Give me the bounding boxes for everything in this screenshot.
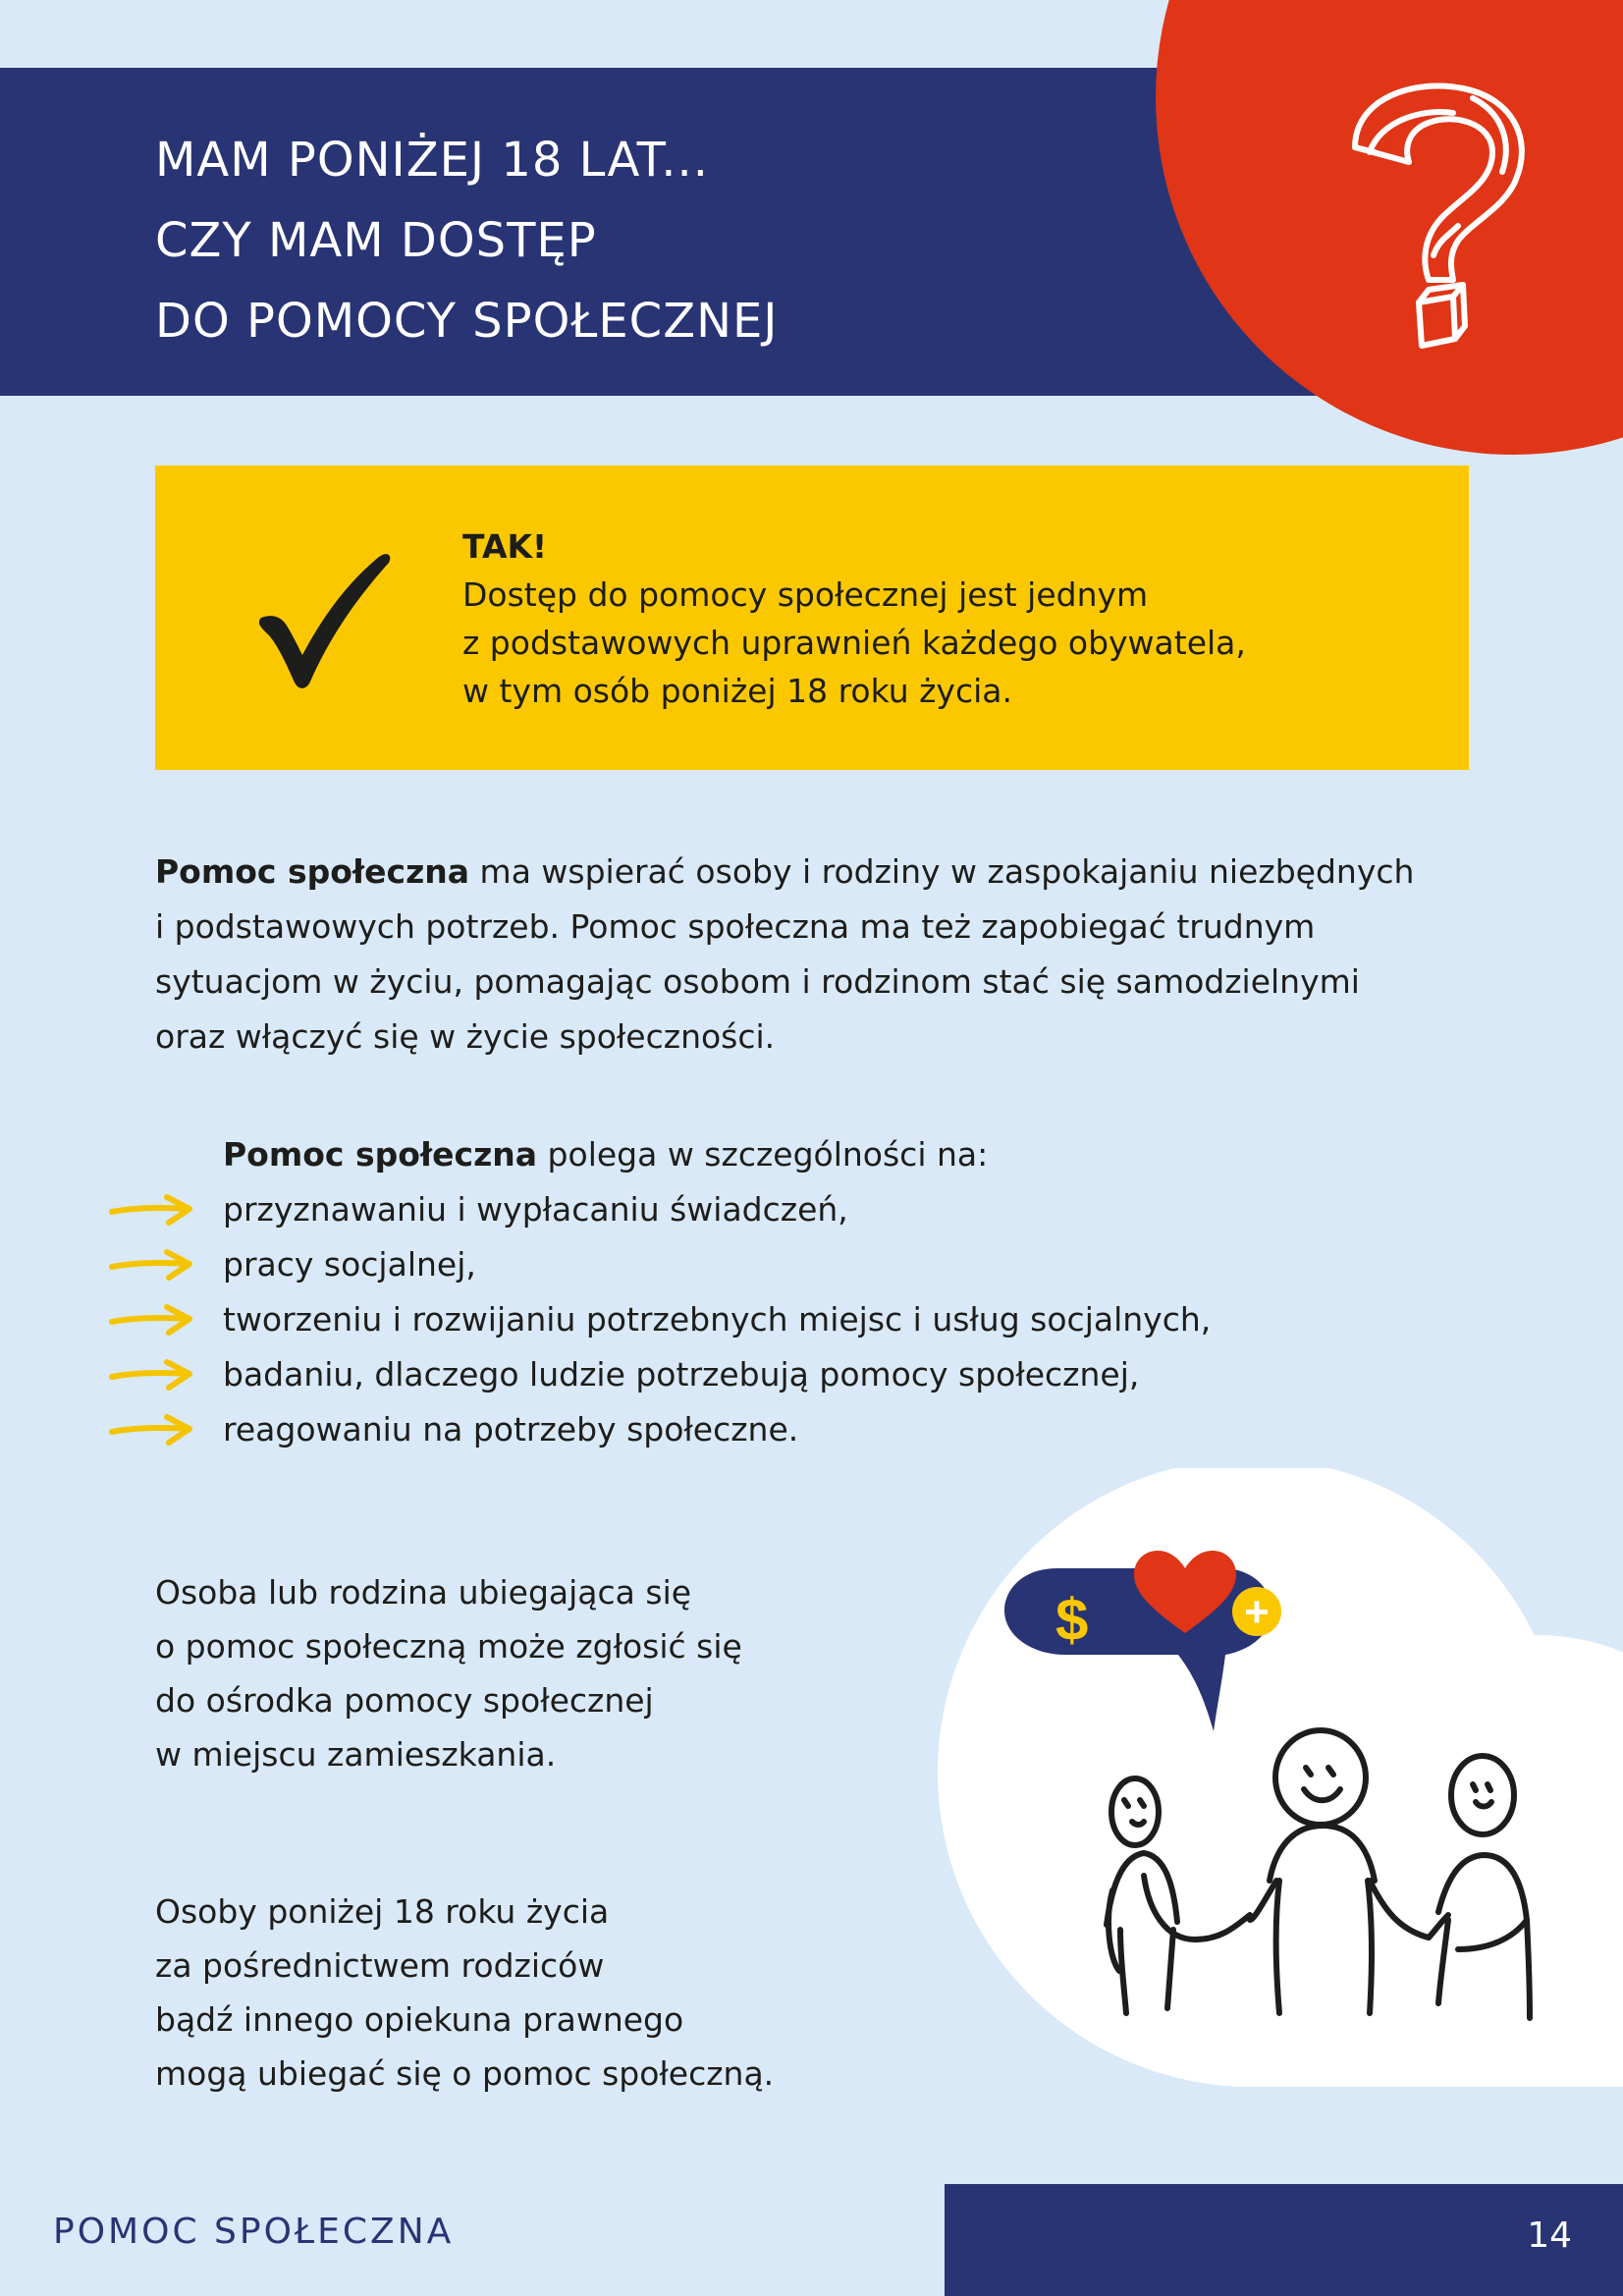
footer-band — [945, 2184, 1623, 2296]
intro-bold: Pomoc społeczna — [155, 852, 470, 891]
list-item-text: przyznawaniu i wypłacaniu świadczeń, — [223, 1190, 848, 1229]
intro-line: ma wspierać osoby i rodziny w zaspokajaniu niezbędnych — [469, 852, 1415, 891]
page-title — [155, 120, 778, 361]
checkmark-icon — [253, 549, 401, 696]
page-number: 14 — [1527, 2215, 1572, 2256]
paragraph-line: bądź innego opiekuna prawnego — [155, 2000, 684, 2039]
minors-paragraph — [155, 1885, 774, 2101]
paragraph-line: za pośrednictwem rodziców — [155, 1946, 605, 1985]
list-item-text: pracy socjalnej, — [223, 1245, 476, 1284]
yes-text — [462, 522, 1246, 715]
yes-line: w tym osób poniżej 18 roku życia. — [462, 672, 1012, 710]
yes-callout — [155, 465, 1469, 770]
illustration — [938, 1468, 1623, 2087]
arrow-right-icon — [108, 1194, 194, 1226]
paragraph-line: o pomoc społeczną może zgłosić się — [155, 1627, 742, 1666]
plus-icon — [1232, 1587, 1281, 1636]
list-item-text: tworzeniu i rozwijaniu potrzebnych miejsc i usług socjalnych, — [223, 1300, 1212, 1339]
intro-paragraph — [155, 845, 1432, 1065]
intro-line: sytuacjom w życiu, pomagając osobom i rodzinom stać się samodzielnymi — [155, 962, 1360, 1001]
list-item-text: badaniu, dlaczego ludzie potrzebują pomocy społecznej, — [223, 1355, 1140, 1394]
paragraph-line: w miejscu zamieszkania. — [155, 1735, 557, 1774]
title-line: MAM PONIŻEJ 18 LAT... — [155, 133, 710, 188]
intro-line: oraz włączyć się w życie społeczności. — [155, 1017, 776, 1056]
yes-line: z podstawowych uprawnień każdego obywatela, — [462, 624, 1246, 662]
dollar-icon: $ — [1055, 1587, 1089, 1653]
plus-symbol: + — [1244, 1588, 1270, 1636]
footer-label: POMOC SPOŁECZNA — [53, 2212, 455, 2252]
arrow-right-icon — [108, 1304, 194, 1336]
office-paragraph — [155, 1565, 742, 1781]
list-item-text: reagowaniu na potrzeby społeczne. — [223, 1410, 799, 1449]
paragraph-line: Osoby poniżej 18 roku życia — [155, 1892, 610, 1931]
arrow-right-icon — [108, 1359, 194, 1391]
yes-heading: TAK! — [462, 527, 548, 566]
title-line: DO POMOCY SPOŁECZNEJ — [155, 294, 779, 349]
paragraph-line: Osoba lub rodzina ubiegająca się — [155, 1573, 692, 1612]
arrow-right-icon — [108, 1414, 194, 1446]
yes-line: Dostęp do pomocy społecznej jest jednym — [462, 575, 1149, 614]
list-intro — [223, 1127, 988, 1182]
title-line: CZY MAM DOSTĘP — [155, 213, 597, 268]
list-intro-text: polega w szczególności na: — [537, 1135, 989, 1174]
question-mark-icon — [1335, 79, 1532, 363]
intro-line: i podstawowych potrzeb. Pomoc społeczna ma też zapobiegać trudnym — [155, 907, 1316, 946]
paragraph-line: do ośrodka pomocy społecznej — [155, 1681, 654, 1720]
paragraph-line: mogą ubiegać się o pomoc społeczną. — [155, 2054, 775, 2093]
arrow-right-icon — [108, 1249, 194, 1281]
list-intro-bold: Pomoc społeczna — [223, 1135, 538, 1174]
